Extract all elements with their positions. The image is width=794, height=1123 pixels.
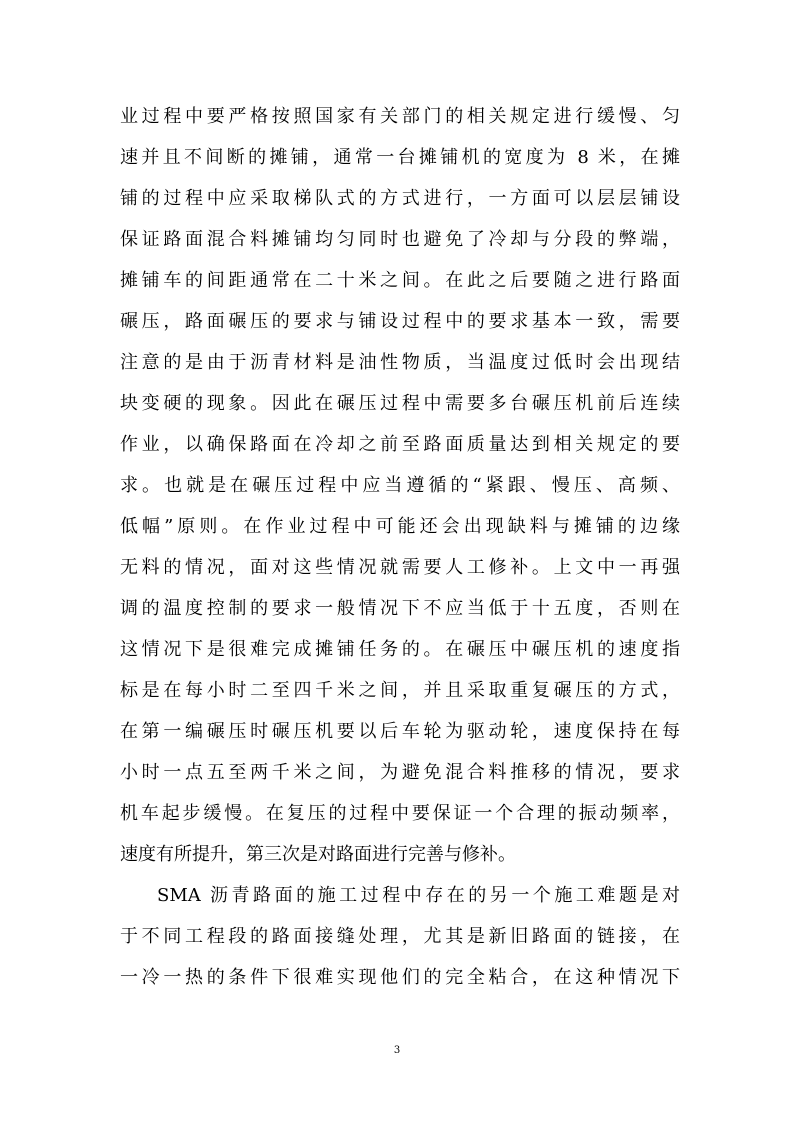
text-line: 铺的过程中应采取梯队式的方式进行，一方面可以层层铺设 bbox=[120, 188, 680, 209]
text-line: 碾压，路面碾压的要求与铺设过程中的要求基本一致，需要 bbox=[120, 311, 680, 332]
text-line: 求。也就是在碾压过程中应当遵循的“紧跟、慢压、高频、 bbox=[120, 475, 680, 496]
text-line: 一冷一热的条件下很难实现他们的完全粘合，在这种情况下 bbox=[120, 967, 680, 988]
text-line: 速并且不间断的摊铺，通常一台摊铺机的宽度为 8 米，在摊 bbox=[120, 147, 680, 168]
text-line: 块变硬的现象。因此在碾压过程中需要多台碾压机前后连续 bbox=[120, 393, 680, 414]
text-line: 调的温度控制的要求一般情况下不应当低于十五度，否则在 bbox=[120, 598, 680, 619]
text-line: 作业，以确保路面在冷却之前至路面质量达到相关规定的要 bbox=[120, 434, 680, 455]
text-line: 机车起步缓慢。在复压的过程中要保证一个合理的振动频率， bbox=[120, 803, 680, 824]
body-text bbox=[120, 96, 680, 998]
text-line: 在第一编碾压时碾压机要以后车轮为驱动轮，速度保持在每 bbox=[120, 721, 680, 742]
text-line: 标是在每小时二至四千米之间，并且采取重复碾压的方式， bbox=[120, 680, 680, 701]
page-number: 3 bbox=[393, 1045, 401, 1056]
text-line: 业过程中要严格按照国家有关部门的相关规定进行缓慢、匀 bbox=[120, 106, 680, 127]
text-line: 无料的情况，面对这些情况就需要人工修补。上文中一再强 bbox=[120, 557, 680, 578]
paragraph bbox=[120, 96, 680, 875]
text-line: 摊铺车的间距通常在二十米之间。在此之后要随之进行路面 bbox=[120, 270, 680, 291]
text-line: 低幅”原则。在作业过程中可能还会出现缺料与摊铺的边缘 bbox=[120, 516, 680, 537]
text-line: 注意的是由于沥青材料是油性物质，当温度过低时会出现结 bbox=[120, 352, 680, 373]
text-line: 于不同工程段的路面接缝处理，尤其是新旧路面的链接，在 bbox=[120, 926, 680, 947]
paragraph bbox=[120, 875, 680, 998]
text-line: 速度有所提升，第三次是对路面进行完善与修补。 bbox=[120, 844, 516, 865]
text-line: 小时一点五至两千米之间，为避免混合料推移的情况，要求 bbox=[120, 762, 680, 783]
text-line: 保证路面混合料摊铺均匀同时也避免了冷却与分段的弊端， bbox=[120, 229, 680, 250]
text-line: SMA 沥青路面的施工过程中存在的另一个施工难题是对 bbox=[157, 885, 680, 906]
text-line: 这情况下是很难完成摊铺任务的。在碾压中碾压机的速度指 bbox=[120, 639, 680, 660]
